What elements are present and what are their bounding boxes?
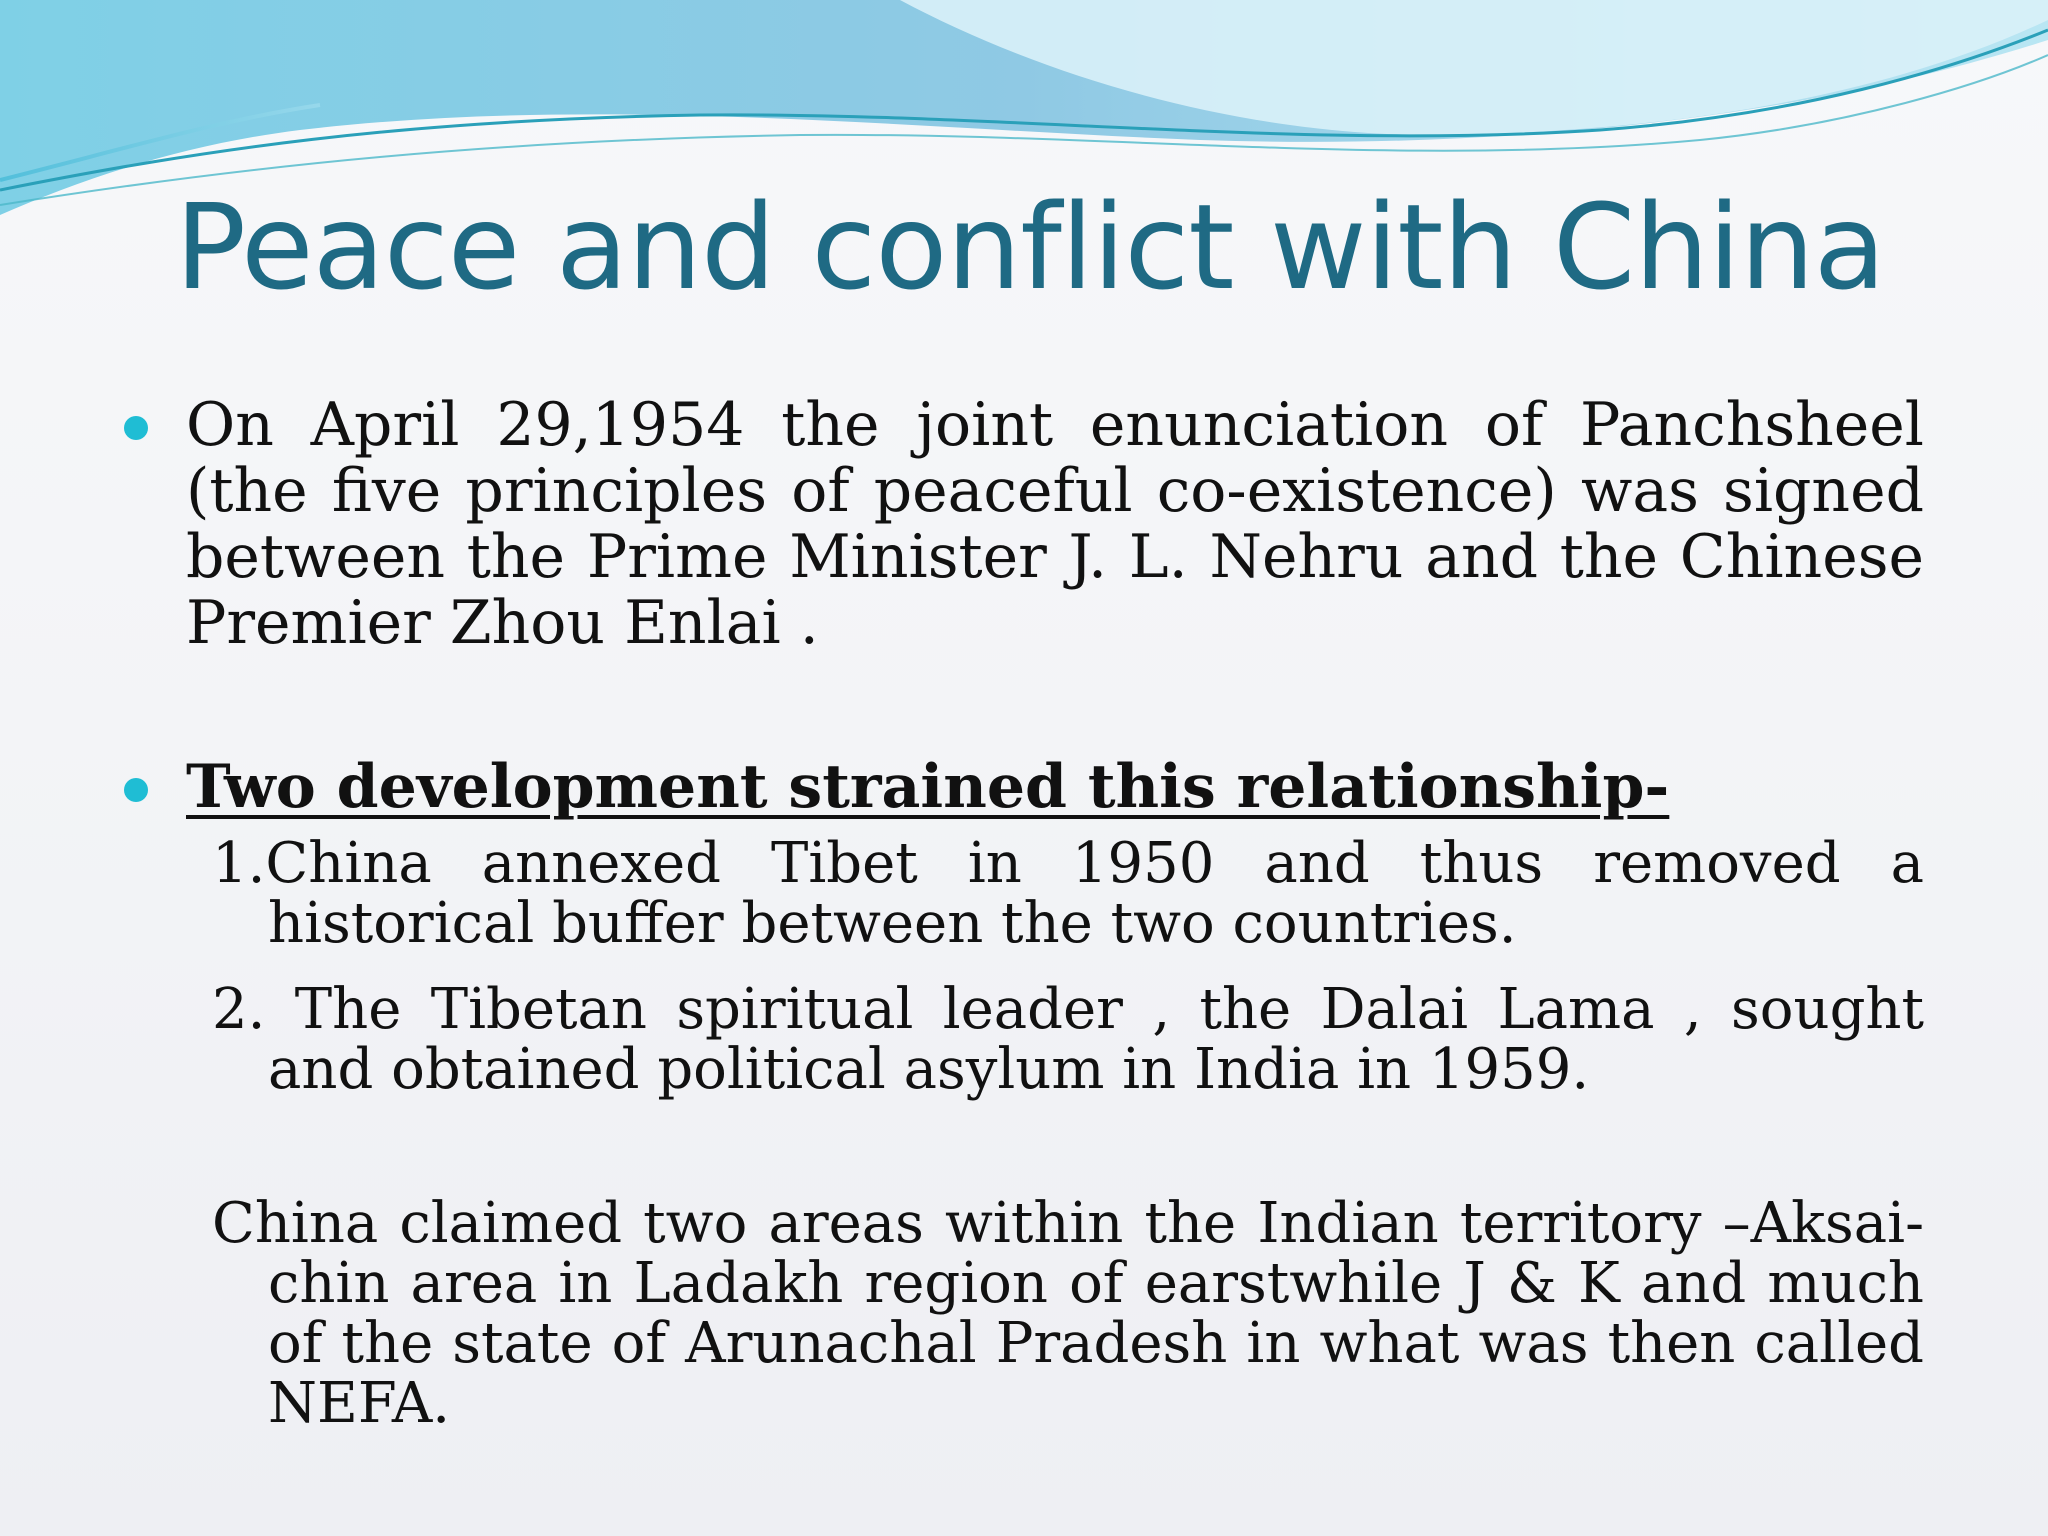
bullet-text: On April 29,1954 the joint enunciation of Panchsheel (the five principles of peaceful co-existence) was signed between the Prime Minister J. L. Nehru and the Chinese Premier Zhou Enlai . [186, 390, 1924, 658]
section-heading: Two development strained this relationship- [186, 752, 1670, 822]
numbered-point-1: 1.China annexed Tibet in 1950 and thus removed a historical buffer between the two countries. [212, 831, 1924, 956]
bullet-dot-icon [124, 778, 148, 802]
bullet-dot-icon [124, 416, 148, 440]
numbered-point-2: 2. The Tibetan spiritual leader , the Dalai Lama , sought and obtained political asylum in India in 1959. [212, 977, 1924, 1102]
territory-claims-paragraph: China claimed two areas within the Indian territory –Aksai-chin area in Ladakh region of earstwhile J & K and much of the state of Arunachal Pradesh in what was then called NEFA. [212, 1191, 1924, 1436]
bullet-panchsheel [186, 392, 1924, 656]
slide-body [186, 392, 1924, 1434]
bullet-strained-relationship [186, 754, 1924, 820]
slide-title: Peace and conflict with China [175, 178, 1885, 316]
